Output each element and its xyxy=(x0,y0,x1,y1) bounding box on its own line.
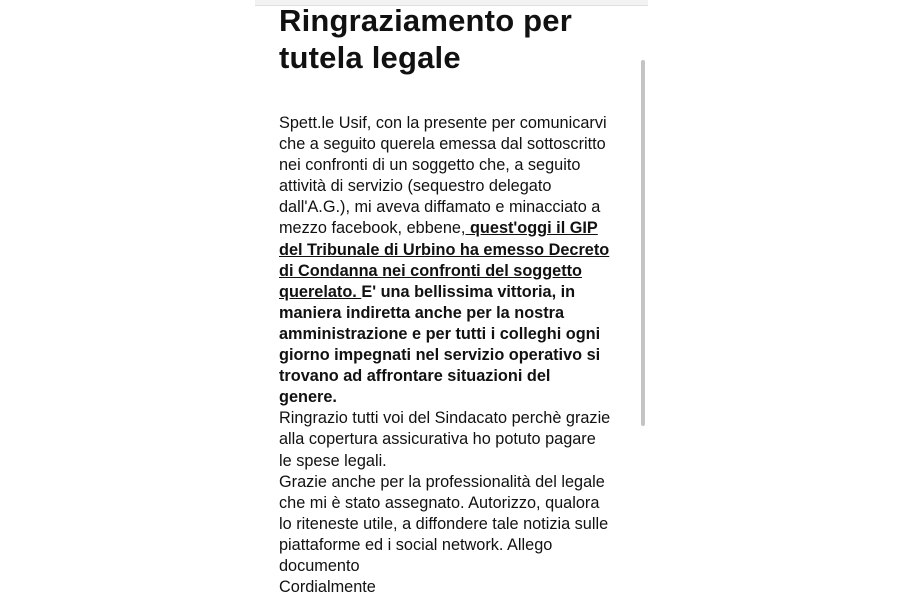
body-line xyxy=(279,535,639,556)
body-line xyxy=(279,472,639,493)
text-segment: E' una bellissima vittoria, in xyxy=(361,282,576,301)
body-line xyxy=(279,556,639,577)
text-segment: lo riteneste utile, a diffondere tale notizia sulle xyxy=(279,514,609,533)
body-line xyxy=(279,218,639,239)
body-line xyxy=(279,493,639,514)
body-line xyxy=(279,282,639,303)
body-line xyxy=(279,113,639,134)
title-line: tutela legale xyxy=(279,40,461,75)
body-line xyxy=(279,197,639,218)
scrollbar[interactable] xyxy=(641,60,645,426)
text-segment: mezzo facebook, ebbene, xyxy=(279,219,466,238)
body-line xyxy=(279,155,639,176)
document xyxy=(279,0,639,598)
text-segment: che a seguito querela emessa dal sottoscritto xyxy=(279,135,606,154)
text-segment: maniera indiretta anche per la nostra xyxy=(279,303,565,322)
body-line xyxy=(279,514,639,535)
text-segment: querelato. xyxy=(279,282,362,301)
text-segment: dall'A.G.), mi aveva diffamato e minacciato a xyxy=(279,198,601,217)
body-line xyxy=(279,324,639,345)
body-line xyxy=(279,345,639,366)
text-segment: piattaforme ed i social network. Allego xyxy=(279,535,553,554)
text-segment: trovano ad affrontare situazioni del xyxy=(279,367,551,386)
body-line xyxy=(279,176,639,197)
text-segment: di Condanna nei confronti del soggetto xyxy=(279,261,582,280)
body-line xyxy=(279,387,639,408)
text-segment: del Tribunale di Urbino ha emesso Decreto xyxy=(279,240,610,259)
text-segment: attività di servizio (sequestro delegato xyxy=(279,177,552,196)
text-segment: Cordialmente xyxy=(279,578,376,597)
text-segment: Spett.le Usif, con la presente per comunicarvi xyxy=(279,114,607,132)
text-segment: che mi è stato assegnato. Autorizzo, qualora xyxy=(279,493,600,512)
text-segment: le spese legali. xyxy=(279,451,387,470)
text-segment: alla copertura assicurativa ho potuto pagare xyxy=(279,430,596,449)
body-line xyxy=(279,240,639,261)
title-line: Ringraziamento per xyxy=(279,3,572,38)
body-line xyxy=(279,303,639,324)
text-segment: Ringrazio tutti voi del Sindacato perchè grazie xyxy=(279,409,611,428)
text-segment: nei confronti di un soggetto che, a seguito xyxy=(279,156,581,175)
text-segment: amministrazione e per tutti i colleghi ogni xyxy=(279,324,601,343)
text-segment: documento xyxy=(279,556,360,575)
body-line xyxy=(279,366,639,387)
text-segment: genere. xyxy=(279,388,337,407)
text-segment: quest'oggi il GIP xyxy=(465,219,598,238)
body-line xyxy=(279,429,639,450)
letter-body xyxy=(279,113,639,598)
body-line xyxy=(279,577,639,598)
body-line xyxy=(279,451,639,472)
body-line xyxy=(279,134,639,155)
body-line xyxy=(279,261,639,282)
body-line xyxy=(279,408,639,429)
text-segment: Grazie anche per la professionalità del legale xyxy=(279,472,605,491)
page-title xyxy=(279,2,639,76)
text-segment: giorno impegnati nel servizio operativo si xyxy=(279,346,601,365)
